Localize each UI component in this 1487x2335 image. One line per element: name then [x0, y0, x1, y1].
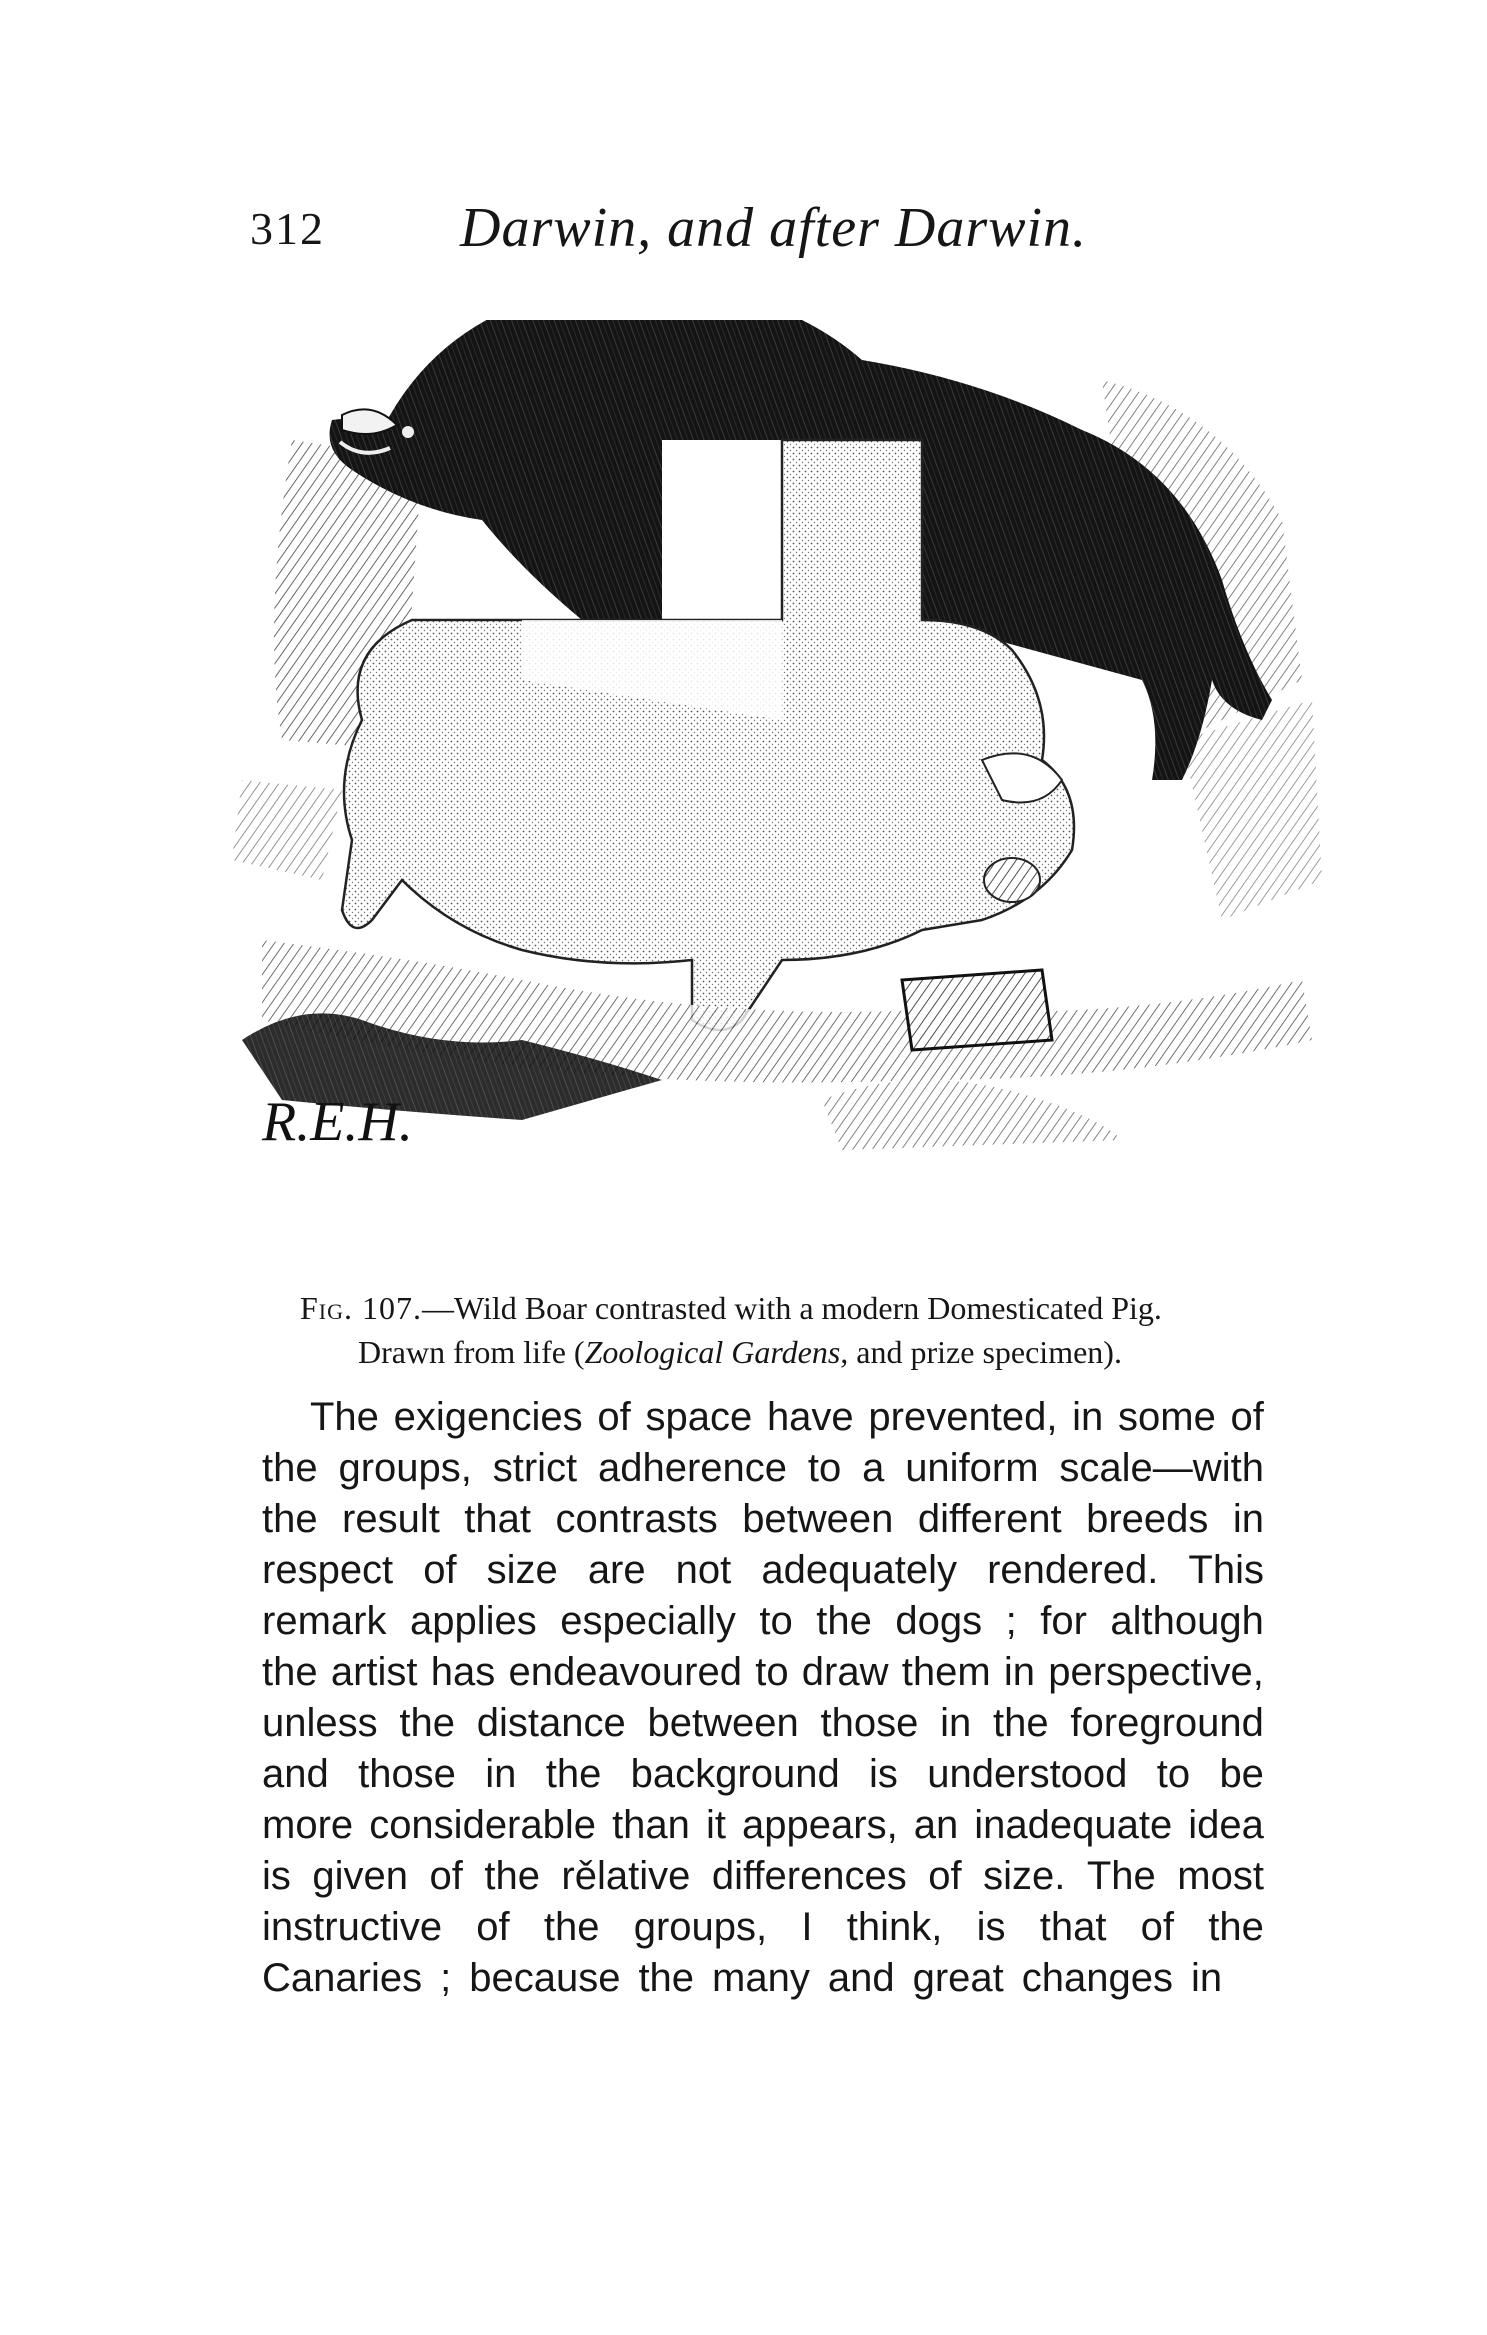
- body-line: remark applies especially to the dogs ; for although: [262, 1599, 1264, 1643]
- body-line: more considerable than it appears, an inadequate idea: [262, 1803, 1264, 1847]
- body-line: respect of size are not adequately rendered. This: [262, 1548, 1264, 1592]
- page-number: 312: [250, 203, 325, 254]
- body-line: is given of the rělative differences of size. The most: [262, 1854, 1264, 1898]
- caption-text: —Wild Boar contrasted with a modern Domesticated Pig.: [422, 1290, 1162, 1326]
- caption-line-2: [300, 1330, 1300, 1374]
- running-title: Darwin, and after Darwin.: [460, 197, 1088, 259]
- caption-source-b: and prize specimen).: [848, 1334, 1122, 1370]
- engraving-figure: [222, 320, 1342, 1240]
- figure-caption: [300, 1286, 1300, 1374]
- body-line: The exigencies of space have prevented, in some of: [310, 1395, 1264, 1439]
- artist-signature: R.E.H.: [262, 1091, 413, 1153]
- caption-source-a: Drawn from life (: [358, 1334, 585, 1370]
- figure-label: Fig. 107.: [300, 1290, 423, 1326]
- body-line: the artist has endeavoured to draw them in perspective,: [262, 1650, 1264, 1694]
- running-head: [250, 196, 1250, 260]
- body-line: the groups, strict adherence to a uniform scale—with: [262, 1446, 1264, 1490]
- boar-and-pig-illustration: [222, 320, 1342, 1240]
- body-line: unless the distance between those in the foreground: [262, 1701, 1264, 1745]
- caption-source-italic: Zoological Gardens,: [584, 1334, 849, 1370]
- body-paragraph: [262, 1392, 1264, 2004]
- body-line: Canaries ; because the many and great changes in: [262, 1956, 1223, 2000]
- body-line: the result that contrasts between different breeds in: [262, 1497, 1264, 1541]
- body-line: instructive of the groups, I think, is that of the: [262, 1905, 1264, 1949]
- body-line: and those in the background is understood to be: [262, 1752, 1264, 1796]
- caption-line-1: [300, 1286, 1300, 1330]
